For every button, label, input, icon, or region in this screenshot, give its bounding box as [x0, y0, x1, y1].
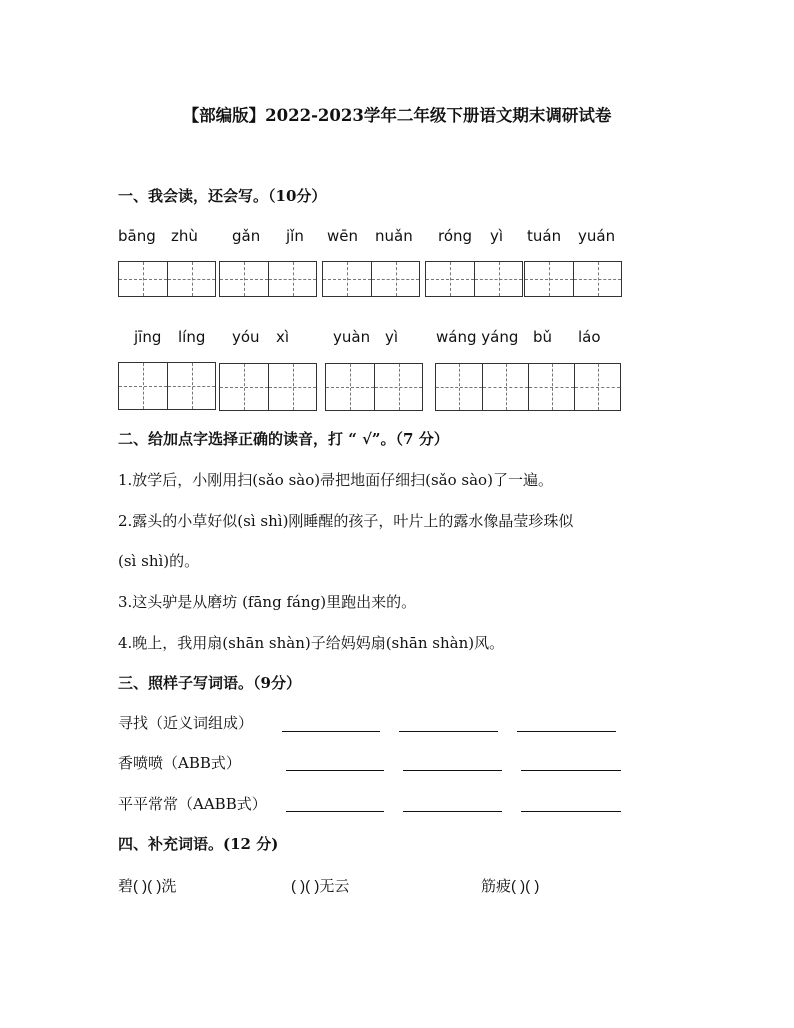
- answer-blank[interactable]: [403, 770, 502, 771]
- pinyin: nuǎn: [375, 227, 413, 245]
- writing-grid[interactable]: [118, 261, 216, 297]
- pinyin: yì: [490, 227, 504, 245]
- pinyin: yì: [385, 328, 399, 346]
- writing-grid[interactable]: [219, 363, 317, 411]
- pinyin: gǎn: [232, 227, 261, 245]
- question-line: 1.放学后，小刚用扫(sǎo sào)帚把地面仔细扫(sǎo sào)了一遍。: [118, 471, 553, 489]
- pinyin: yuán: [578, 227, 616, 245]
- answer-blank[interactable]: [521, 811, 621, 812]
- page-title: 【部编版】2022-2023学年二年级下册语文期末调研试卷: [182, 106, 612, 125]
- pinyin: jīng: [134, 328, 162, 346]
- answer-blank[interactable]: [282, 731, 380, 732]
- pinyin: zhù: [171, 227, 198, 245]
- question-line: 3.这头驴是从磨坊 (fāng fáng)里跑出来的。: [118, 593, 417, 611]
- pinyin: yóu: [232, 328, 260, 346]
- writing-grid[interactable]: [322, 261, 420, 297]
- writing-grid[interactable]: [118, 362, 216, 410]
- answer-blank[interactable]: [517, 731, 616, 732]
- writing-grid[interactable]: [435, 363, 621, 411]
- writing-grid[interactable]: [425, 261, 523, 297]
- pinyin: láo: [578, 328, 601, 346]
- pinyin: jǐn: [286, 227, 304, 245]
- pinyin: yuàn: [333, 328, 371, 346]
- answer-blank[interactable]: [286, 770, 384, 771]
- idiom-fill-item[interactable]: 筋疲( )( ): [481, 878, 540, 895]
- section-3-heading: 三、照样子写词语。（9分）: [118, 674, 301, 692]
- pinyin: bāng: [118, 227, 156, 245]
- writing-grid[interactable]: [325, 363, 423, 411]
- answer-blank[interactable]: [286, 811, 384, 812]
- pinyin: xì: [276, 328, 290, 346]
- pinyin: róng: [438, 227, 473, 245]
- pinyin: líng: [178, 328, 206, 346]
- question-line: 2.露头的小草好似(sì shì)刚睡醒的孩子，叶片上的露水像晶莹珍珠似: [118, 512, 574, 530]
- section-1-heading: 一、我会读，还会写。（10分）: [118, 187, 327, 205]
- writing-grid[interactable]: [219, 261, 317, 297]
- pinyin: bǔ: [533, 328, 553, 346]
- question-line: (sì shì)的。: [118, 552, 200, 570]
- answer-blank[interactable]: [399, 731, 498, 732]
- word-prompt: 香喷喷（ABB式）: [118, 754, 241, 772]
- answer-blank[interactable]: [521, 770, 621, 771]
- section-4-heading: 四、补充词语。(12 分): [118, 835, 279, 853]
- question-line: 4.晚上，我用扇(shān shàn)子给妈妈扇(shān shàn)风。: [118, 634, 505, 652]
- pinyin: tuán: [527, 227, 562, 245]
- answer-blank[interactable]: [403, 811, 502, 812]
- pinyin: wēn: [327, 227, 359, 245]
- writing-grid[interactable]: [524, 261, 622, 297]
- section-2-heading: 二、给加点字选择正确的读音，打 “ √”。（7 分）: [118, 430, 449, 448]
- word-prompt: 寻找（近义词组成）: [118, 714, 254, 732]
- idiom-fill-item[interactable]: ( )( )无云: [291, 878, 350, 895]
- word-prompt: 平平常常（AABB式）: [118, 795, 267, 813]
- idiom-fill-item[interactable]: 碧( )( )洗: [118, 878, 177, 895]
- pinyin: wáng yáng: [436, 328, 519, 346]
